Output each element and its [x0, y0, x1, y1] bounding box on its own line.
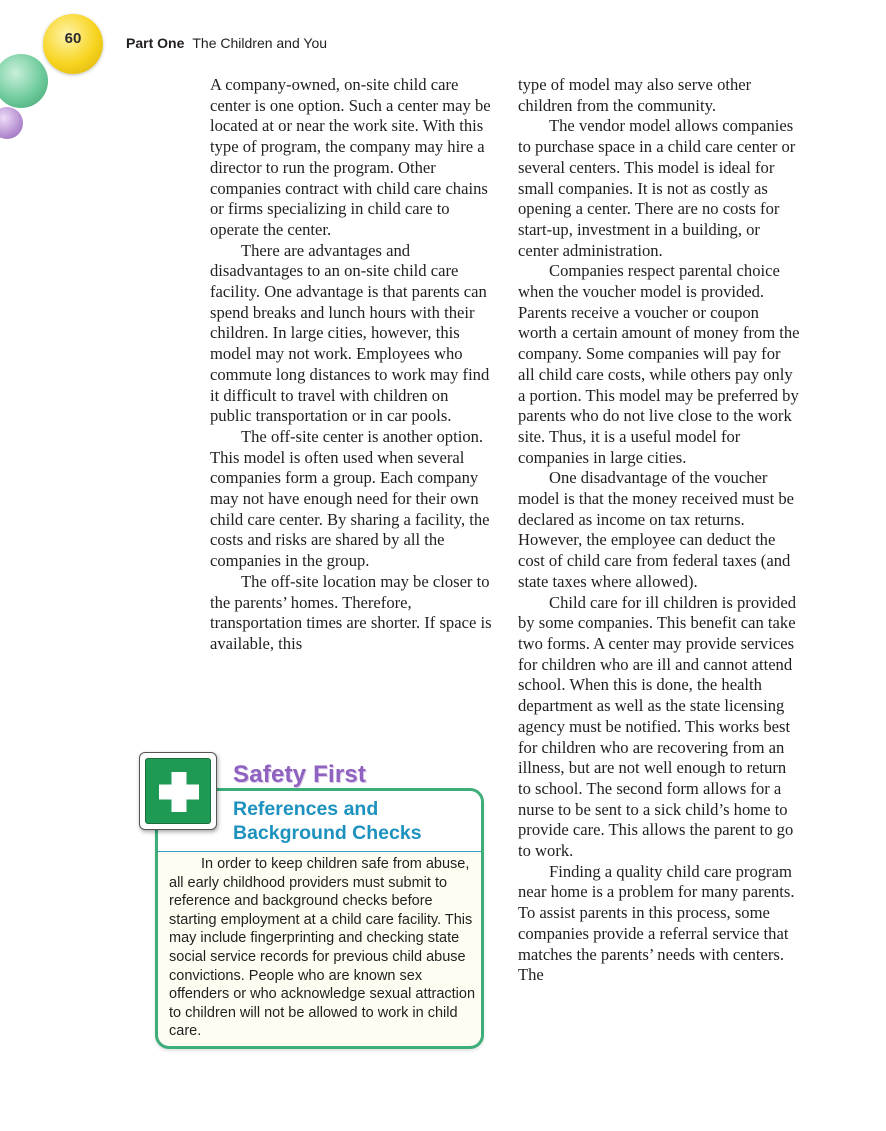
left-column	[210, 75, 492, 655]
body-paragraph: There are advantages and disadvantages to an on-site child care facility. One advantage is that parents can spend breaks and lunch hours with their children. In large cities, however, this model may not work. Employees who commute long distances to work may find it difficult to travel with children on public transportation or in car pools.	[210, 240, 490, 426]
cross-symbol	[153, 766, 205, 818]
body-paragraph: type of model may also serve other children from the community.	[518, 75, 752, 115]
right-column	[518, 75, 800, 986]
body-paragraph: A company-owned, on-site child care center is one option. Such a center may be located at or near the work site. With this type of program, the company may hire a director to run the program. Other companies contract with child care chains or firms specializing in child care to operate the center.	[210, 75, 491, 239]
body-paragraph: The vendor model allows companies to purchase space in a child care center or several centers. This model is ideal for small companies. It is not as costly as opening a center. There are no costs for start-up, investment in a building, or center administration.	[518, 116, 796, 260]
body-paragraph: The off-site center is another option. This model is often used when several companies form a group. Each company may not have enough need for their own child care center. By sharing a facility, the costs and risks are shared by all the companies in the group.	[210, 426, 490, 571]
running-head	[126, 35, 327, 51]
first-aid-cross-icon	[139, 752, 217, 830]
part-label: Part One	[126, 35, 185, 51]
cross-background	[145, 758, 211, 824]
feature-label: Safety First	[233, 761, 367, 788]
part-title: The Children and You	[192, 35, 328, 51]
body-paragraph: One disadvantage of the voucher model is that the money received must be declared as income on tax returns. However, the employee can deduct the cost of child care from federal taxes (and state taxes where allowed).	[518, 468, 795, 591]
body-paragraph: The off-site location may be closer to the parents’ homes. Therefore, transportation times are shorter. If space is available, this	[210, 571, 492, 653]
body-paragraph: Finding a quality child care program near home is a problem for many parents. To assist parents in this process, some companies provide a referral service that matches the parents’ needs with centers. The	[518, 861, 795, 985]
feature-body: In order to keep children safe from abuse, all early childhood providers must submit to reference and background checks before starting employment at a child care facility. This may include fingerprinting and checking state social service records for previous child abuse convictions. People who are known sex offenders or who acknowledge sexual attraction to children will not be allowed to work in child care.	[169, 856, 476, 1040]
body-paragraph: Companies respect parental choice when the voucher model is provided. Parents receive a voucher or coupon worth a certain amount of money from the company. Some companies will pay for all child care costs, while others pay only a portion. This model may be preferred by parents who do not live close to the work site. Thus, it is a useful model for companies in large cities.	[518, 261, 800, 467]
decorative-purple-circle	[0, 107, 23, 139]
page-number: 60	[64, 30, 82, 47]
body-paragraph: Child care for ill children is provided by some companies. This benefit can take two forms. A center may provide services for children who are ill and cannot attend school. When this is done, the health department as well as the state licensing agency must be notified. This works best for children who are recovering from an illness, but are not well enough to return to school. The second form allows for a nurse to be sent to a sick child’s home to provide care. This allows the parent to go to work.	[518, 592, 796, 861]
feature-title: References and Background Checks	[233, 798, 422, 844]
decorative-green-circle	[0, 54, 48, 108]
